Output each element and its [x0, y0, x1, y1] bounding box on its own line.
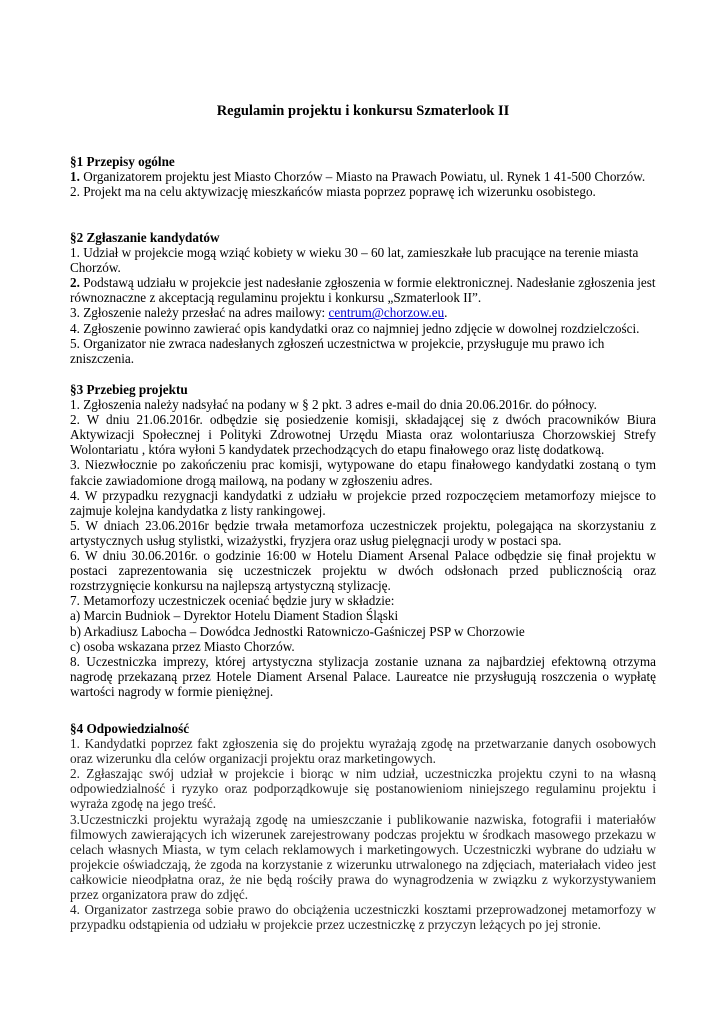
section-1-item-1 — [70, 169, 656, 184]
section-4-item-4: 4. Organizator zastrzega sobie prawo do obciążenia uczestniczki kosztami przeprowadzonej metamorfozy w przypadku odstąpienia od udziału w projekcie przez uczestniczkę z przyczyn leżących po jej stronie. — [70, 902, 656, 933]
section-3-item-7: 7. Metamorfozy uczestniczek oceniać będzie jury w składzie: — [70, 593, 395, 609]
section-1-item-2: 2. Projekt ma na celu aktywizację mieszkańców miasta poprzez poprawę ich wizerunku osobistego. — [70, 184, 596, 200]
section-2-item-3 — [70, 305, 656, 320]
section-3-item-2: 2. W dniu 21.06.2016r. odbędzie się posiedzenie komisji, składającej się z dwóch pracowników Biura Aktywizacji Społecznej i Polityki Zdrowotnej Urzędu Miasta oraz wolontariusza Chorzowskiej Strefy Wolontariatu , która wyłoni 5 kandydatek przechodzących do etapu finałowego oraz listę dodatkową. — [70, 412, 656, 458]
section-2-item-5: 5. Organizator nie zwraca nadesłanych zgłoszeń uczestnictwa w projekcie, przysługuje mu prawo ich zniszczenia. — [70, 335, 605, 366]
section-2-item-1: 1. Udział w projekcie mogą wziąć kobiety w wieku 30 – 60 lat, zamieszkałe lub pracujące na terenie miasta Chorzów. — [70, 245, 639, 276]
jury-member-b: b) Arkadiusz Labocha – Dowódca Jednostki Ratowniczo-Gaśniczej PSP w Chorzowie — [70, 623, 525, 639]
section-4-item-1: 1. Kandydatki poprzez fakt zgłoszenia się do projektu wyrażają zgodę na przetwarzanie danych osobowych oraz wizerunku dla celów organizacji projektu oraz marketingowych. — [70, 736, 656, 767]
section-3-item-3: 3. Niezwłocznie po zakończeniu prac komisji, wytypowane do etapu finałowego kandydatki zostaną o tym fakcie zawiadomione drogą mailową, na podany w zgłoszeniu adres. — [70, 457, 656, 488]
section-4 — [70, 721, 656, 932]
jury-member-a: a) Marcin Budniok – Dyrektor Hotelu Diament Stadion Śląski — [70, 608, 399, 624]
item-number: 2. — [70, 275, 80, 291]
section-2-item-2 — [70, 275, 656, 305]
item-text: Podstawą udziału w projekcie jest nadesłanie zgłoszenia w formie elektronicznej. Nadesłanie zgłoszenia jest równoznaczne z akceptacją regulaminu projektu i konkursu „Szmaterlook II”. — [70, 275, 656, 306]
section-3-item-6: 6. W dniu 30.06.2016r. o godzinie 16:00 w Hotelu Diament Arsenal Palace odbędzie się finał projektu w postaci zaprezentowania się uczestniczek projektu w dwóch odsłonach przed publicznością oraz rozstrzygnięcie konkursu na najlepszą artystyczną stylizację. — [70, 548, 656, 594]
jury-member-c: c) osoba wskazana przez Miasto Chorzów. — [70, 638, 295, 654]
document-title: Regulamin projektu i konkursu Szmaterlook II — [216, 103, 510, 119]
section-1-heading: §1 Przepisy ogólne — [70, 154, 175, 169]
section-2-heading: §2 Zgłaszanie kandydatów — [70, 230, 220, 245]
item-number: 1. — [70, 169, 80, 185]
section-4-item-3: 3.Uczestniczki projektu wyrażają zgodę na umieszczanie i publikowanie nazwiska, fotografii i materiałów filmowych zawierających ich wizerunek zarejestrowany podczas projektu w środkach masowego przekazu w celach własnych Miasta, w tym celach reklamowych i marketingowych. Uczestniczki wybrane do udziału w projekcie oświadczają, że zgoda na korzystanie z wizerunku utrwalonego na zdjęciach, materiałach video jest całkowicie nieodpłatna oraz, że nie będą rościły prawa do wynagrodzenia w związku z wykorzystywaniem przez organizatora praw do zdjęć. — [70, 811, 656, 903]
section-3 — [70, 382, 656, 699]
section-2 — [70, 230, 656, 366]
section-1 — [70, 154, 656, 199]
item-text: Organizatorem projektu jest Miasto Chorzów – Miasto na Prawach Powiatu, ul. Rynek 1 41-500 Chorzów. — [79, 169, 646, 185]
item-text-end: . — [444, 305, 448, 321]
section-4-heading: §4 Odpowiedzialność — [70, 721, 190, 736]
section-3-heading: §3 Przebieg projektu — [70, 382, 188, 397]
section-3-item-4: 4. W przypadku rezygnacji kandydatki z udziału w projekcie przed rozpoczęciem metamorfozy miejsce to zajmuje kolejna kandydatka z listy rankingowej. — [70, 487, 656, 518]
section-3-item-1: 1. Zgłoszenia należy nadsyłać na podany w § 2 pkt. 3 adres e-mail do dnia 20.06.2016r. do północy. — [70, 397, 597, 413]
email-link[interactable]: centrum@chorzow.eu — [328, 305, 445, 321]
section-4-item-2: 2. Zgłaszając swój udział w projekcie i biorąc w nim udział, uczestniczka projektu czyni to na własną odpowiedzialność i ryzyko oraz podporządkowuje się postanowieniom niniejszego regulaminu projektu i wyraża zgodę na jego treść. — [70, 766, 656, 812]
section-3-item-8: 8. Uczestniczka imprezy, której artystyczna stylizacja zostanie uznana za najbardziej efektowną otrzyma nagrodę przekazaną przez Hotele Diament Arsenal Palace. Laureatce nie przysługują roszczenia o wypłatę wartości nagrody w formie pieniężnej. — [70, 653, 656, 699]
section-3-item-5: 5. W dniach 23.06.2016r będzie trwała metamorfoza uczestniczek projektu, polegająca na skorzystaniu z artystycznych usług stylistki, wizażystki, fryzjera oraz usług pielęgnacji urody w postaci spa. — [70, 517, 656, 548]
item-text: 3. Zgłoszenie należy przesłać na adres mailowy: — [70, 305, 329, 321]
section-2-item-4: 4. Zgłoszenie powinno zawierać opis kandydatki oraz co najmniej jedno zdjęcie w dowolnej rozdzielczości. — [70, 320, 640, 336]
